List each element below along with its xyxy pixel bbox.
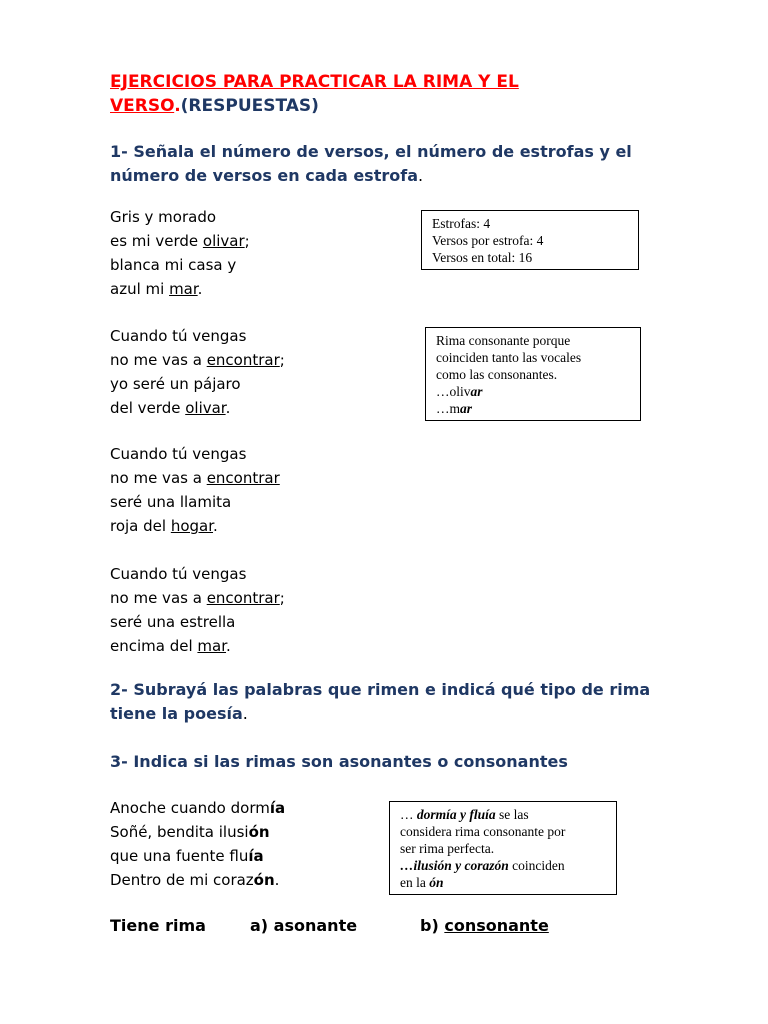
- stanza-2: [110, 324, 285, 420]
- rhyme-word: hogar: [170, 517, 214, 535]
- box-row: como las consonantes.: [436, 367, 558, 382]
- verse: encima del mar.: [110, 637, 231, 655]
- title-respuestas: (RESPUESTAS): [180, 96, 319, 116]
- box-row: …ilusión y corazón coinciden: [400, 858, 565, 873]
- verse: Cuando tú vengas: [110, 565, 247, 583]
- verse: Anoche cuando dormía: [110, 799, 286, 817]
- question-1-line-2: número de versos en cada estrofa.: [110, 166, 424, 185]
- question-1-line-1: 1- Señala el número de versos, el número de estrofas y el: [110, 142, 632, 161]
- answer-box-rhyme-type: [425, 327, 641, 421]
- verse: Soñé, bendita ilusión: [110, 823, 270, 841]
- box-row: Rima consonante porque: [436, 333, 571, 348]
- verse: Gris y morado: [110, 208, 217, 226]
- option-b-consonante: b) consonante: [420, 916, 549, 935]
- rhyme-ending: ón: [248, 823, 270, 841]
- verse: no me vas a encontrar: [110, 469, 280, 487]
- rhyme-ending: ía: [269, 799, 286, 817]
- rhyme-word: mar: [169, 280, 198, 298]
- rhyme-word: mar: [197, 637, 227, 655]
- question-3-line-1: 3- Indica si las rimas son asonantes o consonantes: [110, 752, 568, 771]
- rhyme-word: encontrar: [206, 469, 280, 487]
- title-line-1: EJERCICIOS PARA PRACTICAR LA RIMA Y EL: [110, 72, 519, 92]
- verse: seré una llamita: [110, 493, 232, 511]
- verse: es mi verde olivar;: [110, 232, 250, 250]
- question-2: [110, 678, 650, 726]
- verse: del verde olivar.: [110, 399, 231, 417]
- verse: Dentro de mi corazón.: [110, 871, 280, 889]
- box-row: Versos en total: 16: [432, 250, 533, 265]
- verse: blanca mi casa y: [110, 256, 237, 274]
- rhyme-answer-label: Tiene rima: [110, 916, 206, 935]
- box-row: ser rima perfecta.: [400, 841, 495, 856]
- box-row: … dormía y fluía se las: [400, 807, 529, 822]
- verse: roja del hogar.: [110, 517, 218, 535]
- verse: no me vas a encontrar;: [110, 351, 285, 369]
- rhyme-word: encontrar: [206, 589, 280, 607]
- answer-box-rhyme-explanation: [389, 801, 617, 895]
- verse: Cuando tú vengas: [110, 445, 247, 463]
- rhyme-ending: ía: [248, 847, 264, 865]
- box-row: considera rima consonante por: [400, 824, 566, 839]
- rhyme-word: encontrar: [206, 351, 280, 369]
- page-title-line-2: [110, 94, 319, 118]
- box-row: Versos por estrofa: 4: [432, 233, 544, 248]
- verse: Cuando tú vengas: [110, 327, 247, 345]
- title-period: .: [174, 96, 181, 116]
- verse: que una fuente fluía: [110, 847, 264, 865]
- option-a-asonante: a) asonante: [250, 916, 358, 935]
- title-verso: VERSO: [110, 96, 175, 116]
- question-2-line-2: tiene la poesía.: [110, 704, 248, 723]
- verse: seré una estrella: [110, 613, 236, 631]
- question-1: [110, 140, 632, 188]
- rhyme-ending: ón: [253, 871, 275, 889]
- stanza-5: [110, 796, 285, 892]
- verse: azul mi mar.: [110, 280, 203, 298]
- question-3: [110, 750, 568, 774]
- verse: no me vas a encontrar;: [110, 589, 285, 607]
- rhyme-word: olivar: [185, 399, 226, 417]
- question-2-line-1: 2- Subrayá las palabras que rimen e indicá qué tipo de rima: [110, 680, 651, 699]
- box-row: Estrofas: 4: [432, 216, 491, 231]
- box-row: coinciden tanto las vocales: [436, 350, 582, 365]
- answer-box-counts: [421, 210, 639, 270]
- rhyme-word: olivar: [202, 232, 245, 250]
- box-row: en la ón: [400, 875, 444, 890]
- selected-answer: consonante: [444, 916, 549, 935]
- stanza-1: [110, 205, 250, 301]
- verse: yo seré un pájaro: [110, 375, 241, 393]
- page-title: [110, 70, 519, 94]
- stanza-4: [110, 562, 285, 658]
- box-row: …olivar: [436, 384, 483, 399]
- stanza-3: [110, 442, 280, 538]
- box-row: …mar: [436, 401, 473, 416]
